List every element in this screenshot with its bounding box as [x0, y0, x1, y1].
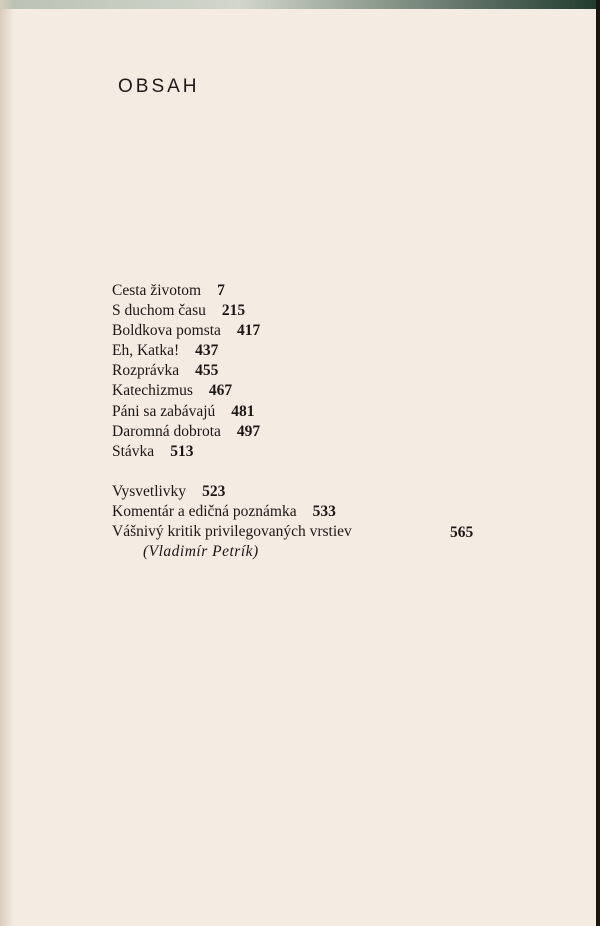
toc-entry: [112, 482, 352, 502]
toc-page: 565: [450, 524, 474, 541]
toc-entry: [112, 281, 352, 301]
toc-entry: [112, 442, 352, 462]
toc-page: 533: [312, 502, 336, 520]
toc-spacer: [112, 462, 352, 482]
page-edge: [596, 0, 600, 926]
toc-entry: [112, 321, 352, 341]
toc-title: Eh, Katka!: [112, 342, 180, 360]
page-gutter-shade: [0, 0, 14, 926]
toc-entry: [112, 381, 352, 401]
toc-page: 215: [221, 302, 246, 320]
toc-title: Vášnivý kritik privilegovaných vrstiev: [112, 523, 352, 541]
toc-entry: [112, 502, 352, 522]
toc-title: Stávka: [112, 442, 155, 460]
toc-page: 7: [217, 282, 225, 299]
toc-page: 523: [202, 482, 226, 500]
book-cover-edge: [0, 0, 600, 9]
toc-page: 513: [170, 442, 194, 460]
toc-entry: [112, 522, 352, 542]
toc-title: Vysvetlivky: [112, 482, 187, 500]
toc-entry: [112, 422, 352, 442]
toc-page: 467: [208, 382, 233, 400]
toc-author: (Vladimír Petrík): [143, 543, 259, 560]
toc-title: Katechizmus: [112, 382, 193, 400]
toc-title: Cesta životom: [112, 282, 202, 299]
toc-page: 455: [195, 362, 219, 380]
toc-page: 481: [231, 402, 255, 420]
toc-title: Rozprávka: [112, 362, 180, 380]
toc-title: S duchom času: [112, 302, 206, 320]
toc-title: Páni sa zabávajú: [112, 402, 216, 420]
contents-heading: OBSAH: [118, 76, 200, 97]
toc-entry: [112, 341, 352, 361]
toc-page: 497: [236, 422, 261, 440]
toc-title: Boldkova pomsta: [112, 322, 221, 340]
toc-title: Daromná dobrota: [112, 422, 221, 440]
toc-entry: [112, 402, 352, 422]
toc-page: 417: [236, 322, 261, 340]
toc-entry: [112, 301, 352, 321]
toc-title: Komentár a edičná poznámka: [112, 502, 297, 520]
toc-entry: [112, 361, 352, 381]
table-of-contents: [112, 281, 352, 542]
toc-page: 437: [195, 342, 219, 360]
